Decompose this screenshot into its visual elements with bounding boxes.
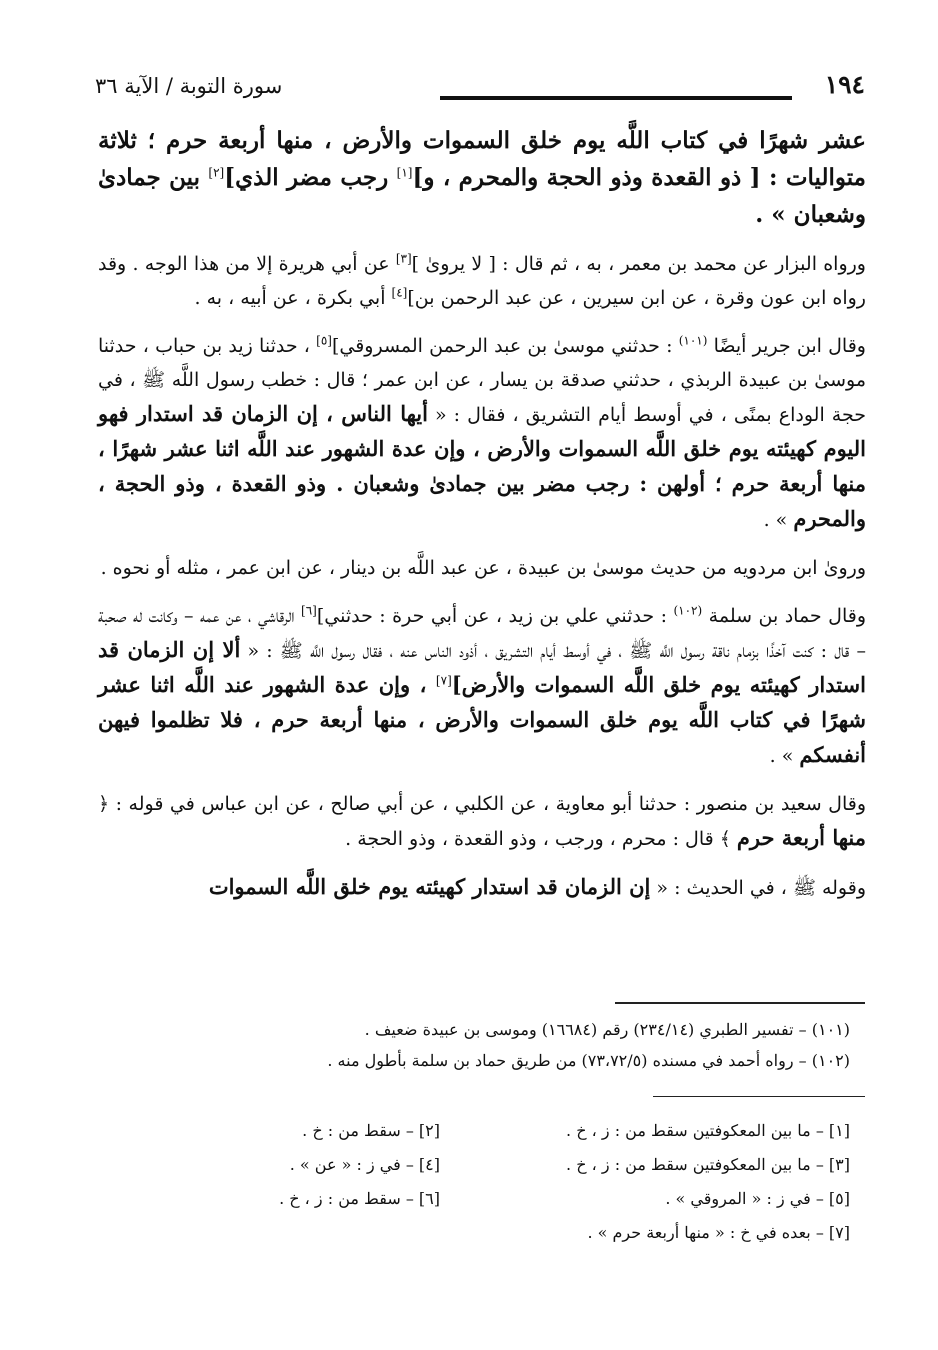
- paragraph-4: وروىٰ ابن مردويه من حديث موسىٰ بن عبيدة ، عن عبد اللَّه بن دينار ، عن ابن عمر ، مثله أو نحوه .: [100, 557, 866, 579]
- paragraph-2: ورواه البزار عن محمد بن معمر ، به ، ثم قال : [ لا يروىٰ ][٣] عن أبي هريرة إلا من هذا الوجه . وقد رواه ابن عون وقرة ، عن ابن سيرين ، عن عبد الرحمن بن][٤] أبي بكرة ، عن أبيه ، به .: [98, 251, 866, 309]
- variant-ref: [٧]: [435, 673, 452, 688]
- variant-row: [110, 1114, 850, 1148]
- variant-note: [٢] – سقط من : خ .: [302, 1121, 440, 1140]
- hadith-text: أيها الناس ، إن الزمان قد استدار فهو اليوم كهيئته يوم خلق اللَّه السموات والأرض ، وإن عدة الشهور عند اللَّه اثنا عشر شهرًا ، منها أربعة حرم ؛ أولهن : رجب مضر بين جمادىٰ وشعبان . وذو القعدة ، وذو الحجة ، والمحرم: [98, 401, 866, 531]
- variants-divider: [653, 1096, 865, 1097]
- paragraph-7: وقوله ﷺ ، في الحديث : « إن الزمان قد استدار كهيئته يوم خلق اللَّه السموات: [208, 874, 866, 899]
- variant-note: [٥] – في ز : « المروقي » .: [665, 1189, 850, 1208]
- running-header: [95, 70, 865, 110]
- variant-row: [110, 1182, 850, 1216]
- variant-note: [٦] – سقط من : ز ، خ .: [279, 1189, 440, 1208]
- footnote-divider: [615, 1002, 865, 1004]
- manuscript-variants: [110, 1114, 850, 1250]
- variant-ref: [٢]: [208, 165, 225, 180]
- main-text: [98, 122, 866, 919]
- variant-ref: [١]: [396, 165, 413, 180]
- variant-note: [٤] – في ز : « عن » .: [289, 1155, 440, 1174]
- variant-note: [١] – ما بين المعكوفتين سقط من : ز ، خ .: [566, 1121, 850, 1140]
- variant-ref: [٤]: [391, 285, 408, 300]
- footnotes: [110, 1014, 850, 1076]
- quran-quote: منها أربعة حرم: [736, 825, 866, 850]
- header-rule: [440, 96, 792, 100]
- footnote-ref: (١٠٢): [673, 603, 703, 618]
- hadith-text: ألا إن الزمان قد استدار كهيئته يوم خلق اللَّه السموات والأرض]: [98, 637, 866, 697]
- paragraph-1: عشر شهرًا في كتاب اللَّه يوم خلق السموات والأرض ، منها أربعة حرم ؛ ثلاثة متواليات : [ ذو القعدة وذو الحجة والمحرم ، و][١] رجب مضر الذي][٢] بين جمادىٰ وشعبان » .: [98, 127, 866, 228]
- paragraph-6: وقال سعيد بن منصور : حدثنا أبو معاوية ، عن الكلبي ، عن أبي صالح ، عن ابن عباس في قوله : ﴿ منها أربعة حرم ﴾ قال : محرم ، ورجب ، وذو القعدة ، وذو الحجة .: [98, 793, 866, 850]
- surah-title: سورة التوبة / الآية ٣٦: [95, 74, 283, 98]
- variant-ref: [٥]: [316, 333, 332, 348]
- paragraph-5: وقال حماد بن سلمة $^{(١٠٢)}$ : حدثني علي بن زيد ، عن أبي حرة : حدثني][٦] الرقاشي ، عن عمه – وكانت له صحبة – قال : كنت آخذًا بزمام ناقة رسول اللَّه ﷺ ، في أوسط أيام التشريق ، أذود الناس عنه ، فقال رسول اللَّه ﷺ : « ألا إن الزمان قد استدار كهيئته يوم خلق اللَّه السموات والأرض][٧] ، وإن عدة الشهور عند اللَّه اثنا عشر شهرًا في كتاب اللَّه يوم خلق السموات والأرض ، منها أربعة حرم ، فلا تظلموا فيهن أنفسكم » .: [98, 603, 867, 767]
- variant-note: [٧] – بعده في خ : « منها أربعة حرم » .: [587, 1223, 850, 1242]
- footnote-ref: (١٠١): [678, 333, 708, 348]
- paragraph-3: وقال ابن جرير أيضًا $^{(١٠١)}$ : حدثني موسىٰ بن عبد الرحمن المسروقي][٥] ، حدثنا زيد بن حباب ، حدثنا موسىٰ بن عبيدة الربذي ، حدثني صدقة بن يسار ، عن ابن عمر ؛ قال : خطب رسول اللَّه ﷺ ، في حجة الوداع بمنًى ، في أوسط أيام التشريق ، فقال : « أيها الناس ، إن الزمان قد استدار فهو اليوم كهيئته يوم خلق اللَّه السموات والأرض ، وإن عدة الشهور عند اللَّه اثنا عشر شهرًا ، منها أربعة حرم ؛ أولهن : رجب مضر بين جمادىٰ وشعبان . وذو القعدة ، وذو الحجة ، والمحرم » .: [98, 333, 866, 531]
- variant-ref: [٣]: [395, 251, 412, 266]
- variant-note: [٣] – ما بين المعكوفتين سقط من : ز ، خ .: [566, 1155, 850, 1174]
- hadith-text: إن الزمان قد استدار كهيئته يوم خلق اللَّه السموات: [208, 874, 651, 899]
- footnote-102: (١٠٢) – رواه أحمد في مسنده (٧٣،٧٢/٥) من طريق حماد بن سلمة بأطول منه .: [327, 1051, 850, 1070]
- footnote-101: (١٠١) – تفسير الطبري (٢٣٤/١٤) رقم (١٦٦٨٤) وموسى بن عبيدة ضعيف .: [364, 1020, 850, 1039]
- variant-row: [110, 1148, 850, 1182]
- page-number: ١٩٤: [824, 70, 865, 99]
- variant-row: [110, 1216, 850, 1250]
- variant-ref: [٦]: [301, 603, 317, 618]
- hadith-text: ، وإن عدة الشهور عند اللَّه اثنا عشر شهرًا في كتاب اللَّه يوم خلق السموات والأرض ، منها أربعة حرم ، فلا تظلموا فيهن أنفسكم: [98, 672, 866, 767]
